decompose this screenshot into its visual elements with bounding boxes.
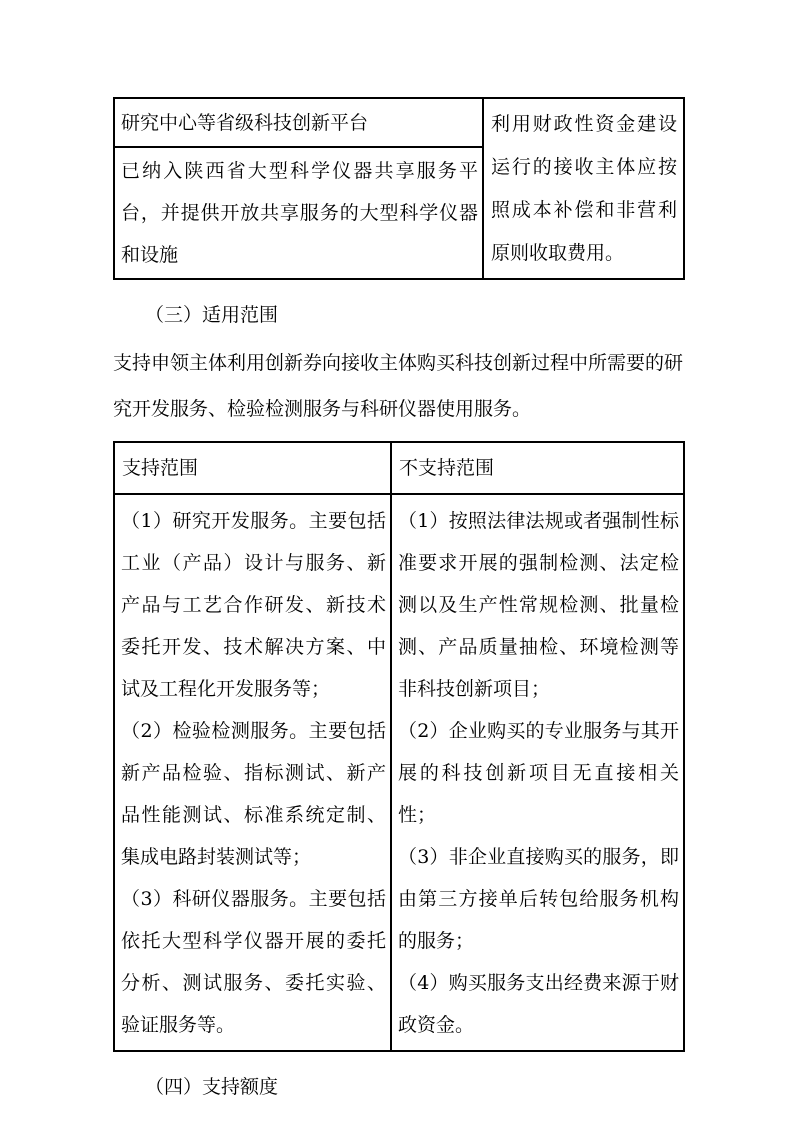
applicable-scope-paragraph: 支持申领主体利用创新券向接收主体购买科技创新过程中所需要的研究开发服务、检验检测服务与科研仪器使用服务。 xyxy=(113,352,684,420)
scope-table-header-row xyxy=(114,442,684,494)
unsupported-item-1: （1）按照法律法规或者强制性标准要求开展的强制检测、法定检测以及生产性常规检测、批量检测、产品质量抽检、环境检测等非科技创新项目； xyxy=(398,510,679,700)
scope-table-body-row xyxy=(114,494,684,1051)
section-heading-support-amount: （四）支持额度 xyxy=(145,1076,279,1098)
platform-fee-table xyxy=(113,97,685,280)
document-content xyxy=(113,97,683,1110)
supported-scope-cell xyxy=(114,494,391,1051)
unsupported-item-2: （2）企业购买的专业服务与其开展的科技创新项目无直接相关性； xyxy=(398,720,679,826)
shared-instrument-cell: 已纳入陕西省大型科学仪器共享服务平台，并提供开放共享服务的大型科学仪器和设施 xyxy=(114,147,483,279)
unsupported-scope-header: 不支持范围 xyxy=(391,442,684,494)
scope-table xyxy=(113,441,685,1052)
table-row xyxy=(114,98,684,147)
unsupported-item-3: （3）非企业直接购买的服务，即由第三方接单后转包给服务机构的服务； xyxy=(398,846,679,952)
unsupported-scope-cell xyxy=(391,494,684,1051)
supported-item-3: （3）科研仪器服务。主要包括依托大型科学仪器开展的委托分析、测试服务、委托实验、验证服务等。 xyxy=(121,888,386,1036)
supported-scope-header: 支持范围 xyxy=(114,442,391,494)
fee-principle-cell: 利用财政性资金建设运行的接收主体应按照成本补偿和非营利原则收取费用。 xyxy=(483,98,684,279)
supported-item-2: （2）检验检测服务。主要包括新产品检验、指标测试、新产品性能测试、标准系统定制、集成电路封装测试等； xyxy=(121,720,386,868)
section-heading-applicable-scope: （三）适用范围 xyxy=(145,304,279,326)
supported-item-1: （1）研究开发服务。主要包括工业（产品）设计与服务、新产品与工艺合作研发、新技术委托开发、技术解决方案、中试及工程化开发服务等； xyxy=(121,510,386,700)
unsupported-item-4: （4）购买服务支出经费来源于财政资金。 xyxy=(398,972,679,1036)
platform-row-cell: 研究中心等省级科技创新平台 xyxy=(114,98,483,147)
